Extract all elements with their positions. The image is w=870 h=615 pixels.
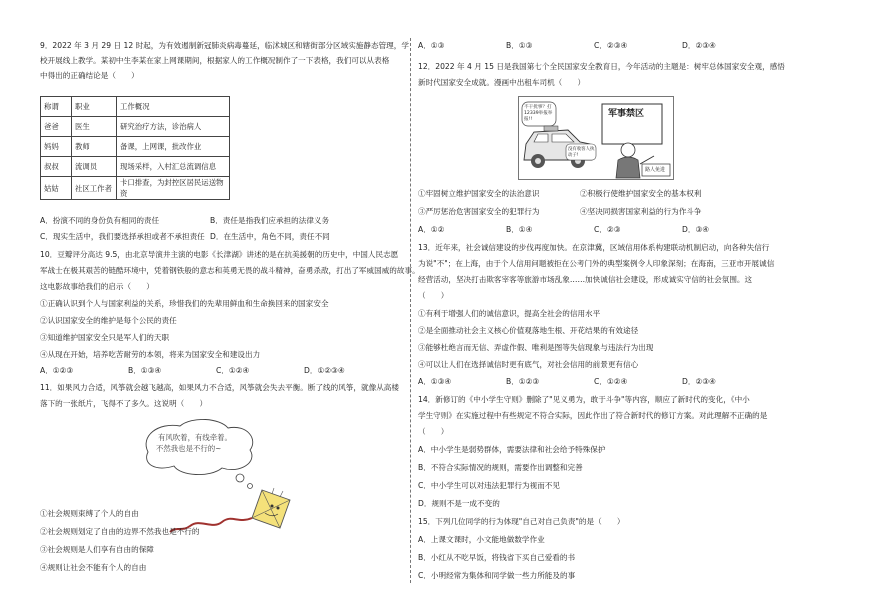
table-cell: 爸爸 [41, 117, 72, 137]
q14-stem-line2: 学生守则》在实施过程中有些规定不符合实际，因此作出了符合新时代的修订方案。对此理解不正确的是 [418, 411, 768, 420]
kite-illustration [140, 418, 310, 538]
table-cell: 备课，上网课，批改作业 [117, 137, 230, 157]
q12-item-3: ③严厉惩治危害国家安全的犯罪行为 [418, 207, 540, 216]
q13-item-2: ②是全面推动社会主义核心价值观落地生根、开花结果的有效途径 [418, 326, 639, 335]
q11-stem-line2: 落下的一张纸片，飞得不了多久。这说明（ ） [40, 399, 208, 408]
q13-item-4: ④可以让人们在选择诚信时更有底气，对社会信用的前景更有信心 [418, 360, 639, 369]
q10-stem-line1: 10．豆瓣评分高达 9.5，由北京导演井主演的电影《长津湖》讲述的是在抗美援朝的历史中，中国人民志愿 [40, 250, 399, 259]
q13-stem-line2: 为说"不"；在上海，由于个人信用问题被拒在公考门外的典型案例令人印象深刻；在海南，三亚市开展诚信 [418, 259, 775, 268]
q14-option-c: C．中小学生可以对违法犯罪行为视而不见 [418, 481, 560, 490]
table-cell: 流调员 [72, 157, 117, 177]
q10-option-b: B．①③④ [128, 366, 162, 375]
passenger-bubble: 不干扰事？打12339举报举报!! [524, 105, 553, 122]
q13-stem-line1: 13．近年来，社会诚信建设的步伐再度加快。在京津冀，区域信用体系构建联动机制启动，向各种失信行 [418, 243, 770, 252]
q13-stem-line4: （ ） [418, 291, 449, 300]
q12-item-1: ①牢固树立维护国家安全的法治意识 [418, 189, 540, 198]
q10-stem-line3: 这电影故事给我们的启示（ ） [40, 282, 154, 291]
driver-bubble: 没有收客人执动子! [568, 147, 595, 158]
q13-option-a: A．①③④ [418, 377, 452, 386]
q11-option-c: C．②③④ [594, 41, 628, 50]
q11-stem-line1: 11．如果风力合适，风筝就会越飞越高，如果风力不合适，风筝就会失去平衡。断了线的风筝，就像从高楼 [40, 383, 399, 392]
q11-item-1: ①社会规则束缚了个人的自由 [40, 509, 139, 518]
q12-item-2: ②积极行使维护国家安全的基本权利 [580, 189, 702, 198]
q14-option-a: A．中小学生是弱势群体，需要法律和社会给予特殊保护 [418, 445, 606, 454]
q9-option-c: C．现实生活中，我们要选择承担或者不承担责任 [40, 232, 205, 241]
table-row [41, 177, 230, 200]
table-cell: 研究治疗方法，诊治病人 [117, 117, 230, 137]
q11-item-3: ③社会规则是人们享有自由的保障 [40, 545, 154, 554]
q9-stem-line3: 中得出的正确结论是（ ） [40, 71, 139, 80]
q11-item-2: ②社会规则划定了自由的边界不然我也是不行的 [40, 527, 200, 536]
table-header-row [41, 97, 230, 117]
table-cell: 卡口排查，为封控区居民运送物资 [117, 177, 230, 200]
table-cell: 称谓 [41, 97, 72, 117]
table-row [41, 117, 230, 137]
q14-option-d: D．规则不是一成不变的 [418, 499, 500, 508]
table-cell: 姑姑 [41, 177, 72, 200]
table-cell: 工作概况 [117, 97, 230, 117]
q9-option-d: D．在生活中，角色不同，责任不同 [210, 232, 330, 241]
column-divider [410, 38, 411, 583]
kite-bubble-line1: 有风吹着，有线牵着。 [158, 433, 232, 442]
job-table [40, 96, 230, 200]
q15-stem: 15．下列几位同学的行为体现"自己对自己负责"的是（ ） [418, 517, 625, 526]
q10-item-2: ②认识国家安全的维护是每个公民的责任 [40, 316, 177, 325]
military-zone-sign: 军事禁区 [608, 109, 645, 119]
q10-option-c: C．①②④ [216, 366, 250, 375]
q10-item-4: ④从现在开始，培养吃苦耐劳的本领，将来为国家安全和建设出力 [40, 350, 261, 359]
q14-option-b: B．不符合实际情况的规则，需要作出调整和完善 [418, 463, 583, 472]
q10-item-3: ③知道维护国家安全只是军人们的天职 [40, 333, 170, 342]
q13-stem-line3: 经营活动，坚决打击欺客宰客等旅游市场乱象……加快诚信社会建设，形成诚实守信的社会氛围。这 [418, 275, 753, 284]
q13-option-b: B．①②③ [506, 377, 540, 386]
table-row [41, 137, 230, 157]
q12-stem-line2: 新时代国家安全成就。漫画中出租车司机（ ） [418, 78, 586, 87]
q12-stem-line1: 12．2022 年 4 月 15 日是我国第七个全民国家安全教育日，今年活动的主题是：树牢总体国家安全观，感悟 [418, 62, 785, 71]
q14-stem-line3: （ ） [418, 427, 449, 436]
kite-bubble-line2: 不然我也是不行的~ [156, 444, 222, 453]
q15-option-a: A．上课文课时，小文能地做数学作业 [418, 535, 545, 544]
q9-stem-line1: 9．2022 年 3 月 29 日 12 时起，为有效遏制新冠肺炎病毒蔓延，临沭城区和辖街部分区域实施静态管理，学 [40, 41, 409, 50]
table-cell: 叔叔 [41, 157, 72, 177]
q9-stem-line2: 校开展线上教学。某初中生李某在家上网课期间，根据家人的工作概况制作了一下表格，我们可以从表格 [40, 56, 390, 65]
q14-stem-line1: 14．新修订的《中小学生守则》删除了"见义勇为，敢于斗争"等内容，顺应了新时代的变化，《中小 [418, 395, 750, 404]
q10-option-a: A．①②③ [40, 366, 74, 375]
q11-option-a: A．①③ [418, 41, 445, 50]
table-cell: 现场采样，入村汇总流调信息 [117, 157, 230, 177]
q13-option-d: D．②③④ [682, 377, 716, 386]
table-cell: 社区工作者 [72, 177, 117, 200]
q13-item-3: ③能够杜绝言而无信、弄虚作假、唯利是图等失信现象与违法行为出现 [418, 343, 654, 352]
q15-option-b: B．小红从不吃早饭，将钱省下买自己爱看的书 [418, 553, 576, 562]
q15-option-c: C．小明经常为集体和同学做一些力所能及的事 [418, 571, 576, 580]
q12-item-4: ④坚决同损害国家利益的行为作斗争 [580, 207, 702, 216]
table-cell: 医生 [72, 117, 117, 137]
q11-item-4: ④规则让社会不能有个人的自由 [40, 563, 147, 572]
q13-item-1: ①有利于增强人们的诚信意识，提高全社会的信用水平 [418, 309, 601, 318]
table-row [41, 157, 230, 177]
q9-option-a: A．扮演不同的身份负有相同的责任 [40, 216, 160, 225]
table-cell: 教师 [72, 137, 117, 157]
q12-option-c: C．②③ [594, 225, 621, 234]
q13-option-c: C．①②④ [594, 377, 628, 386]
q9-option-b: B．责任是指我们应承担的法律义务 [210, 216, 330, 225]
q12-option-d: D．③④ [682, 225, 710, 234]
taxi-cartoon [518, 96, 674, 180]
q10-stem-line2: 军战士在极其艰苦的链酷环境中，凭着钢铁般的意志和英勇无畏的战斗精神，奋勇杀敌，打出了军威国威的故事。 [40, 266, 420, 275]
q11-option-b: B．①③ [506, 41, 533, 50]
q10-item-1: ①正确认识到个人与国家利益的关系，珍惜我们的先辈用鲜血和生命换回来的国家安全 [40, 299, 329, 308]
q10-option-d: D．①②③④ [304, 366, 345, 375]
q12-option-b: B．①④ [506, 225, 533, 234]
q11-option-d: D．②③④ [682, 41, 716, 50]
no-entry-notice: 路人免进 [645, 167, 666, 173]
table-cell: 妈妈 [41, 137, 72, 157]
table-cell: 职业 [72, 97, 117, 117]
q12-option-a: A．①② [418, 225, 445, 234]
